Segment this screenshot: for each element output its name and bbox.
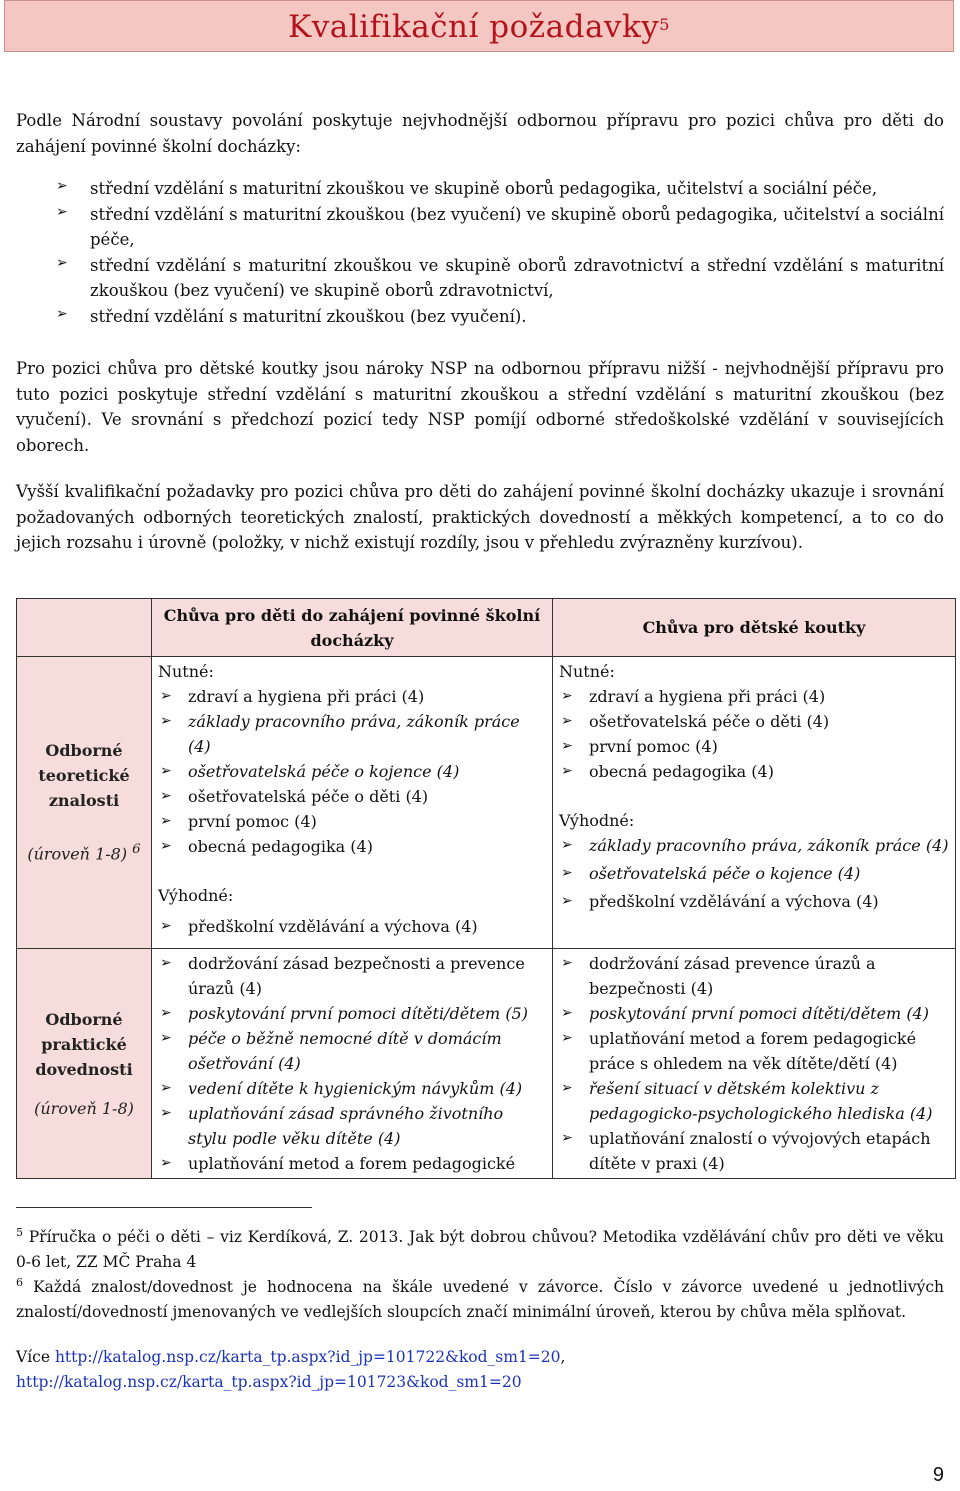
level-note: (úroveň 1-8)	[34, 1098, 134, 1118]
arrow-bullet-icon: ➢	[160, 788, 172, 804]
useful-list	[158, 914, 546, 939]
arrow-bullet-icon: ➢	[561, 837, 573, 853]
list-item: ➢ uplatňování metod a forem pedagogické	[158, 1151, 546, 1176]
level-note: (úroveň 1-8) $^6$	[27, 842, 141, 864]
nsp-link-2[interactable]: http://katalog.nsp.cz/karta_tp.aspx?id_jp=101723&kod_sm1=20	[16, 1373, 522, 1391]
footnote-links: Více http://katalog.nsp.cz/karta_tp.aspx?id_jp=101722&kod_sm1=20, http://katalog.nsp.cz/karta_tp.aspx?id_jp=101723&kod_sm1=20	[16, 1348, 566, 1391]
list-item: ➢ ošetřovatelská péče o děti (4)	[158, 784, 546, 809]
list-item: ➢ základy pracovního práva, zákoník práce (4)	[559, 833, 949, 858]
list-item: ➢ uplatňování metod a forem pedagogické práce s ohledem na věk dítěte/dětí (4)	[559, 1026, 949, 1076]
list-item: ➢ ošetřovatelská péče o děti (4)	[559, 709, 949, 734]
list-item: ➢ střední vzdělání s maturitní zkouškou (bez vyučení) ve skupině oborů pedagogika, učitelství a sociální péče,	[56, 203, 944, 250]
list-item: ➢ obecná pedagogika (4)	[158, 834, 546, 859]
arrow-bullet-icon: ➢	[561, 738, 573, 754]
arrow-bullet-icon: ➢	[56, 305, 68, 322]
footnote-divider	[16, 1207, 312, 1208]
column-header-nursery: Chůva pro děti do zahájení povinné školní docházky	[152, 599, 553, 657]
list-item: ➢ dodržování zásad prevence úrazů a bezpečnosti (4)	[559, 951, 949, 1001]
practice-nursery-cell	[152, 949, 553, 1179]
list-item: ➢ uplatňování znalostí o vývojových etapách dítěte v praxi (4)	[559, 1126, 949, 1176]
footnote-6: $^6$ Každá znalost/dovednost je hodnocena na škále uvedené v závorce. Číslo v závorce uvedené u jednotlivých znalostí/dovedností jmenovaných ve vedlejších sloupcích značí minimální úroveň, kterou by chůva měla splňovat.	[16, 1276, 944, 1322]
arrow-bullet-icon: ➢	[561, 955, 573, 971]
paragraph-nsp: Pro pozici chůva pro dětské koutky jsou nároky NSP na odbornou přípravu nižší - nejvhodnější přípravu pro tuto pozici poskytuje střední vzdělání s maturitní zkouškou a střední vzdělání s maturitní zkouškou (bez vyučení). Ve srovnání s předchozí pozicí tedy NSP pomíjí odborné středoškolské vzdělání v souvisejících oborech.	[16, 359, 944, 455]
list-item: ➢ předškolní vzdělávání a výchova (4)	[158, 914, 546, 939]
arrow-bullet-icon: ➢	[561, 763, 573, 779]
title-footnote-ref: 5	[659, 15, 670, 34]
list-item: ➢ vedení dítěte k hygienickým návykům (4)	[158, 1076, 546, 1101]
arrow-bullet-icon: ➢	[160, 763, 172, 779]
comparison-table	[16, 598, 956, 1179]
arrow-bullet-icon: ➢	[160, 1030, 172, 1046]
list-item: ➢ první pomoc (4)	[158, 809, 546, 834]
needed-list	[559, 684, 949, 784]
arrow-bullet-icon: ➢	[561, 1030, 573, 1046]
arrow-bullet-icon: ➢	[160, 813, 172, 829]
arrow-bullet-icon: ➢	[160, 713, 172, 729]
list-item: ➢ střední vzdělání s maturitní zkouškou (bez vyučení).	[56, 305, 527, 326]
nsp-link-1[interactable]: http://katalog.nsp.cz/karta_tp.aspx?id_jp=101722&kod_sm1=20	[54, 1348, 561, 1366]
arrow-bullet-icon: ➢	[56, 178, 68, 194]
column-header-kids-corner: Chůva pro dětské koutky	[553, 599, 956, 657]
arrow-bullet-icon: ➢	[561, 865, 573, 881]
arrow-bullet-icon: ➢	[160, 1080, 172, 1096]
list-item: ➢ zdraví a hygiena při práci (4)	[158, 684, 546, 709]
arrow-bullet-icon: ➢	[160, 1155, 172, 1171]
list-item: ➢ střední vzdělání s maturitní zkouškou ve skupině oborů zdravotnictví a střední vzdělání s maturitní zkouškou (bez vyučení) ve skupině oborů zdravotnictví,	[56, 254, 944, 301]
arrow-bullet-icon: ➢	[160, 1005, 172, 1021]
page-title: Kvalifikační požadavky$^5$	[288, 9, 670, 45]
list-item: ➢ střední vzdělání s maturitní zkouškou ve skupině oborů pedagogika, učitelství a sociální péče,	[56, 178, 878, 198]
needed-list	[158, 684, 546, 859]
theory-kids-corner-cell: Nutné: ➢ zdraví a hygiena při práci (4) ➢ ošetřovatelská péče o děti (4) ➢ první pomoc (4) ➢ obecná pedagogika (4) Výhodné: ➢ základy pracovního práva, zákoník práce (4) ➢ ošetřovatelská péče o kojence (4) ➢ předškolní vzdělávání a výchova (4)	[553, 657, 956, 949]
list-item: ➢ obecná pedagogika (4)	[559, 759, 949, 784]
intro-paragraph: Podle Národní soustavy povolání poskytuje nejvhodnější odbornou přípravu pro pozici chůva pro děti do zahájení povinné školní docházky:	[16, 111, 944, 156]
arrow-bullet-icon: ➢	[160, 1105, 172, 1121]
row-header-theory: Odborné teoretické znalosti (úroveň 1-8) $^6$	[17, 657, 152, 949]
table-corner-cell	[17, 599, 152, 657]
arrow-bullet-icon: ➢	[160, 955, 172, 971]
list-item: ➢ dodržování zásad bezpečnosti a prevence úrazů (4)	[158, 951, 546, 1001]
list-item: ➢ ošetřovatelská péče o kojence (4)	[158, 759, 546, 784]
list-item: ➢ ošetřovatelská péče o kojence (4)	[559, 861, 949, 886]
arrow-bullet-icon: ➢	[56, 254, 68, 271]
paragraph-comparison: Vyšší kvalifikační požadavky pro pozici chůva pro děti do zahájení povinné školní docházky ukazuje i srovnání požadovaných odborných teoretických znalostí, praktických dovedností a měkkých kompetencí, a to co do jejich rozsahu i úrovně (položky, v nichž existují rozdíly, jsou v přehledu zvýrazněny kurzívou).	[16, 482, 944, 553]
skills-list	[559, 951, 949, 1176]
arrow-bullet-icon: ➢	[561, 1080, 573, 1096]
row-header-practice: Odborné praktické dovednosti (úroveň 1-8)	[17, 949, 152, 1179]
arrow-bullet-icon: ➢	[561, 713, 573, 729]
page-number: 9	[932, 1464, 944, 1486]
list-item: ➢ předškolní vzdělávání a výchova (4)	[559, 889, 949, 914]
arrow-bullet-icon: ➢	[160, 838, 172, 854]
education-list	[56, 176, 944, 329]
list-item: ➢ poskytování první pomoci dítěti/dětem (5)	[158, 1001, 546, 1026]
arrow-bullet-icon: ➢	[160, 918, 172, 934]
footnote-5: $^5$ Příručka o péči o děti – viz Kerdíková, Z. 2013. Jak být dobrou chůvou? Metodika vzdělávání chův pro děti ve věku 0-6 let, ZZ MČ Praha 4	[16, 1226, 944, 1272]
list-item: ➢ první pomoc (4)	[559, 734, 949, 759]
useful-list	[559, 833, 949, 914]
list-item: ➢ řešení situací v dětském kolektivu z pedagogicko-psychologického hlediska (4)	[559, 1076, 949, 1126]
list-item: ➢ základy pracovního práva, zákoník práce (4)	[158, 709, 546, 759]
arrow-bullet-icon: ➢	[561, 688, 573, 704]
title-banner	[4, 0, 954, 52]
list-item: ➢ poskytování první pomoci dítěti/dětem (4)	[559, 1001, 949, 1026]
arrow-bullet-icon: ➢	[561, 1130, 573, 1146]
arrow-bullet-icon: ➢	[561, 1005, 573, 1021]
practice-kids-corner-cell	[553, 949, 956, 1179]
theory-nursery-cell: Nutné: ➢ zdraví a hygiena při práci (4) ➢ základy pracovního práva, zákoník práce (4) ➢ ošetřovatelská péče o kojence (4) ➢ ošetřovatelská péče o děti (4) ➢ první pomoc (4) ➢ obecná pedagogika (4) Výhodné: ➢ předškolní vzdělávání a výchova (4)	[152, 657, 553, 949]
arrow-bullet-icon: ➢	[160, 688, 172, 704]
list-item: ➢ péče o běžně nemocné dítě v domácím ošetřování (4)	[158, 1026, 546, 1076]
skills-list	[158, 951, 546, 1176]
list-item: ➢ zdraví a hygiena při práci (4)	[559, 684, 949, 709]
list-item: ➢ uplatňování zásad správného životního stylu podle věku dítěte (4)	[158, 1101, 546, 1151]
arrow-bullet-icon: ➢	[56, 203, 68, 220]
arrow-bullet-icon: ➢	[561, 893, 573, 909]
